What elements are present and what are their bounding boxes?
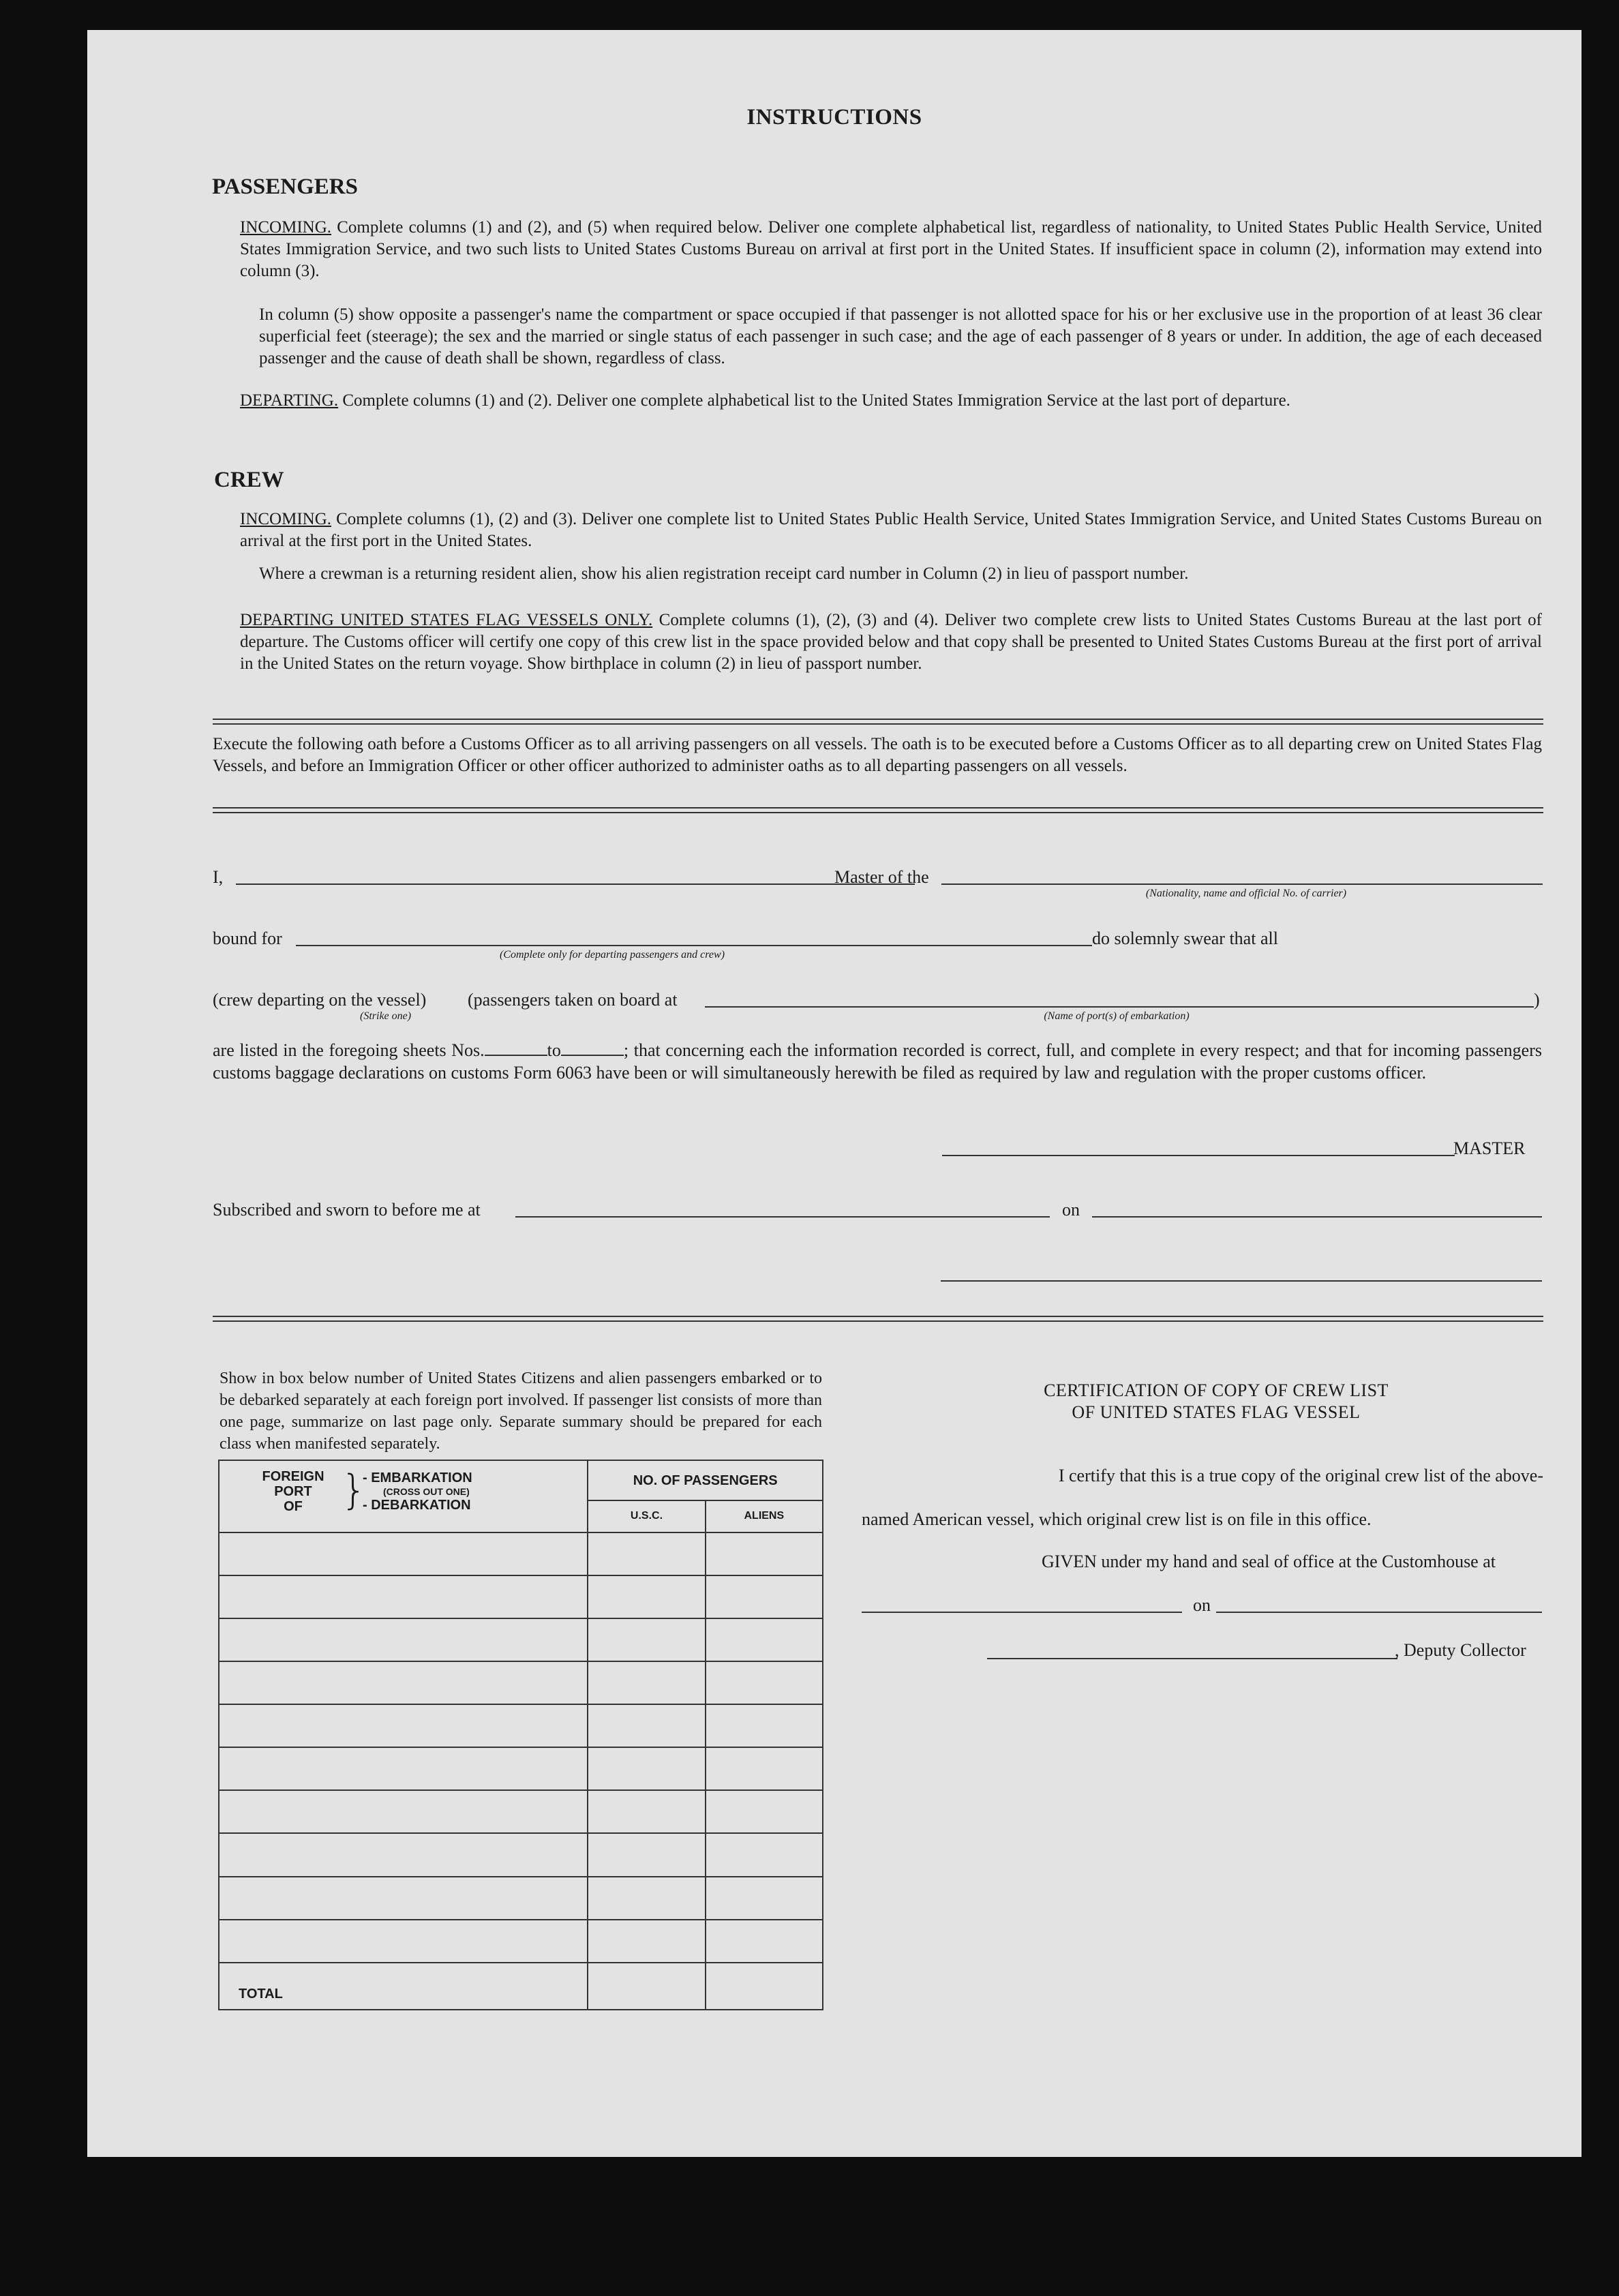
usc-cell[interactable] (588, 1747, 705, 1790)
usc-cell[interactable] (588, 1790, 705, 1833)
master-name-line[interactable] (236, 883, 915, 885)
usc-cell[interactable] (588, 1618, 705, 1661)
oath-instruction: Execute the following oath before a Customs Officer as to all arriving passengers on all vessels. The oath is to be executed before a Customs Officer as to all departing crew on United States Flag Vessels, and before an Immigration Officer or other officer authorized to administer oaths as to all departing passengers on all vessels. (213, 735, 1542, 775)
form-page (87, 30, 1582, 2157)
passengers-taken-option: (passengers taken on board at (468, 990, 678, 1010)
ports-embarkation-line[interactable] (705, 1006, 1534, 1008)
officer-signature-line[interactable] (941, 1280, 1542, 1282)
sheet-to-blank[interactable] (561, 1055, 624, 1056)
usc-cell[interactable] (588, 1704, 705, 1747)
master-label: MASTER (1453, 1138, 1526, 1158)
usc-cell[interactable] (588, 1661, 705, 1704)
crew-heading: CREW (214, 468, 284, 492)
sworn-date-line[interactable] (1092, 1216, 1542, 1218)
crew-incoming-label: INCOMING. (240, 510, 332, 528)
sworn-on-label: on (1062, 1200, 1080, 1220)
bound-for-label: bound for (213, 928, 282, 948)
port-cell[interactable] (219, 1877, 588, 1920)
section-divider (213, 1316, 1543, 1322)
aliens-cell[interactable] (706, 1575, 823, 1618)
passengers-incoming-text: Complete columns (1) and (2), and (5) when required below. Deliver one complete alphabetical list, regardless of nationality, to United States Public Health Service, United States Immigration Service, and two such lists to United States Customs Bureau on arrival at first port in the United States. If insufficient space in column (2), information may extend into column (3). (240, 218, 1543, 280)
certification-heading-line-2: OF UNITED STATES FLAG VESSEL (1072, 1402, 1361, 1422)
usc-cell[interactable] (588, 1833, 705, 1876)
total-aliens-cell[interactable] (706, 1963, 823, 2010)
subscribed-label: Subscribed and sworn to before me at (213, 1200, 481, 1220)
crew-departing-option: (crew departing on the vessel) (213, 990, 427, 1010)
certification-heading (889, 1380, 1543, 1423)
section-divider (213, 807, 1543, 813)
aliens-cell[interactable] (706, 1790, 823, 1833)
master-signature-line[interactable] (942, 1155, 1455, 1156)
usc-header: U.S.C. (588, 1500, 705, 1532)
passengers-heading: PASSENGERS (212, 175, 358, 199)
port-cell[interactable] (219, 1747, 588, 1790)
of-label: OF (284, 1499, 303, 1514)
port-header-cell (219, 1460, 588, 1532)
port-cell[interactable] (219, 1618, 588, 1661)
page-title: INSTRUCTIONS (746, 105, 922, 130)
listed-to: to (547, 1040, 561, 1060)
swear-text: do solemnly swear that all (1092, 928, 1278, 948)
certification-date-line[interactable] (1216, 1612, 1542, 1613)
port-cell[interactable] (219, 1704, 588, 1747)
listed-paragraph (213, 1039, 1542, 1084)
customhouse-place-line[interactable] (862, 1612, 1182, 1613)
sworn-place-line[interactable] (515, 1216, 1050, 1218)
passengers-departing-text: Complete columns (1) and (2). Deliver one complete alphabetical list to the United States Immigration Service at the last port of departure. (342, 391, 1290, 410)
aliens-header: ALIENS (706, 1500, 823, 1532)
carrier-line[interactable] (941, 883, 1543, 885)
certification-heading-line-1: CERTIFICATION OF COPY OF CREW LIST (1044, 1380, 1389, 1400)
aliens-cell[interactable] (706, 1704, 823, 1747)
certify-line-2: named American vessel, which original crew list is on file in this office. (862, 1509, 1372, 1529)
crew-resident-paragraph: Where a crewman is a returning resident alien, show his alien registration receipt card number in Column (2) in lieu of passport number. (259, 564, 1189, 583)
cross-out-one: (CROSS OUT ONE) (383, 1486, 470, 1497)
no-of-passengers-header: NO. OF PASSENGERS (588, 1460, 823, 1500)
crew-departing-paragraph (240, 609, 1542, 675)
aliens-cell[interactable] (706, 1747, 823, 1790)
passengers-incoming-label: INCOMING. (240, 218, 332, 237)
listed-text-a: are listed in the foregoing sheets Nos. (213, 1040, 485, 1060)
deputy-signature-line[interactable] (987, 1658, 1397, 1659)
port-label: PORT (274, 1484, 312, 1499)
aliens-cell[interactable] (706, 1661, 823, 1704)
crew-incoming-paragraph (240, 509, 1542, 552)
port-cell[interactable] (219, 1575, 588, 1618)
close-paren: ) (1534, 990, 1540, 1010)
summary-instructions: Show in box below number of United States Citizens and alien passengers embarked or to be debarked separately at each foreign port involved. If passenger list consists of more than one page, summarize on last page only. Separate summary should be prepared for each class when manifested separately. (220, 1370, 822, 1453)
bound-for-caption: (Complete only for departing passengers and crew) (499, 949, 725, 961)
section-divider (213, 719, 1543, 725)
passengers-departing-paragraph (240, 390, 1542, 412)
carrier-caption: (Nationality, name and official No. of carrier) (1145, 888, 1347, 899)
passenger-summary-table (218, 1460, 823, 2010)
passengers-incoming-paragraph (240, 217, 1542, 282)
listed-text-b: ; that concerning each the information recorded is correct, full, and complete in every respect; and that for incoming passengers customs baggage declarations on customs Form 6063 have been or will simultaneously herewith be filed as required by law and regulation with the proper customs officer. (213, 1040, 1542, 1083)
usc-cell[interactable] (588, 1920, 705, 1963)
bound-for-line[interactable] (296, 945, 1092, 946)
crew-departing-text: Complete columns (1), (2), (3) and (4). Deliver two complete crew lists to United States Customs Bureau at the last port of departure. The Customs officer will certify one copy of this crew list in the space provided below and that copy shall be presented to United States Customs Bureau at the first port of arrival in the United States on the return voyage. Show birthplace in column (2) in lieu of passport number. (240, 611, 1543, 673)
passengers-departing-label: DEPARTING. (240, 391, 339, 410)
crew-departing-label: DEPARTING UNITED STATES FLAG VESSELS ONLY. (240, 611, 653, 629)
deputy-collector-label: , Deputy Collector (1395, 1640, 1526, 1660)
total-label: TOTAL (219, 1963, 588, 2010)
foreign-port-of (252, 1469, 334, 1514)
port-cell[interactable] (219, 1661, 588, 1704)
port-cell[interactable] (219, 1833, 588, 1876)
embarkation-label: - EMBARKATION (363, 1470, 472, 1485)
certify-line-1: I certify that this is a true copy of the original crew list of the above- (1058, 1466, 1543, 1485)
brace-symbol: } (341, 1466, 367, 1514)
aliens-cell[interactable] (706, 1833, 823, 1876)
total-usc-cell[interactable] (588, 1963, 705, 2010)
strike-one-caption: (Strike one) (360, 1010, 412, 1022)
usc-cell[interactable] (588, 1575, 705, 1618)
aliens-cell[interactable] (706, 1877, 823, 1920)
ports-caption: (Name of port(s) of embarkation) (1044, 1010, 1190, 1022)
port-cell[interactable] (219, 1920, 588, 1963)
crew-incoming-text: Complete columns (1), (2) and (3). Deliver one complete list to United States Public Health Service, United States Immigration Service, and United States Customs Bureau on arrival at the first port in the United States. (240, 510, 1542, 550)
port-cell[interactable] (219, 1532, 588, 1575)
debarkation-label: - DEBARKATION (363, 1498, 471, 1513)
given-line: GIVEN under my hand and seal of office at the Customhouse at (1042, 1552, 1496, 1571)
foreign-label: FOREIGN (262, 1469, 324, 1484)
master-of-the-label: Master of the (834, 867, 929, 887)
usc-cell[interactable] (588, 1877, 705, 1920)
certification-on-label: on (1193, 1595, 1211, 1615)
passengers-column5-paragraph: In column (5) show opposite a passenger's name the compartment or space occupied if that passenger is not allotted space for his or her exclusive use in the proportion of at least 36 clear superficial feet (steerage); the sex and the married or single status of each passenger in such case; and the age of each passenger of 8 years or under. In addition, the age of each deceased passenger and the cause of death shall be shown, regardless of class. (259, 305, 1542, 367)
aliens-cell[interactable] (706, 1532, 823, 1575)
port-cell[interactable] (219, 1790, 588, 1833)
aliens-cell[interactable] (706, 1920, 823, 1963)
usc-cell[interactable] (588, 1532, 705, 1575)
aliens-cell[interactable] (706, 1618, 823, 1661)
oath-i: I, (213, 867, 224, 887)
sheet-from-blank[interactable] (485, 1055, 547, 1056)
